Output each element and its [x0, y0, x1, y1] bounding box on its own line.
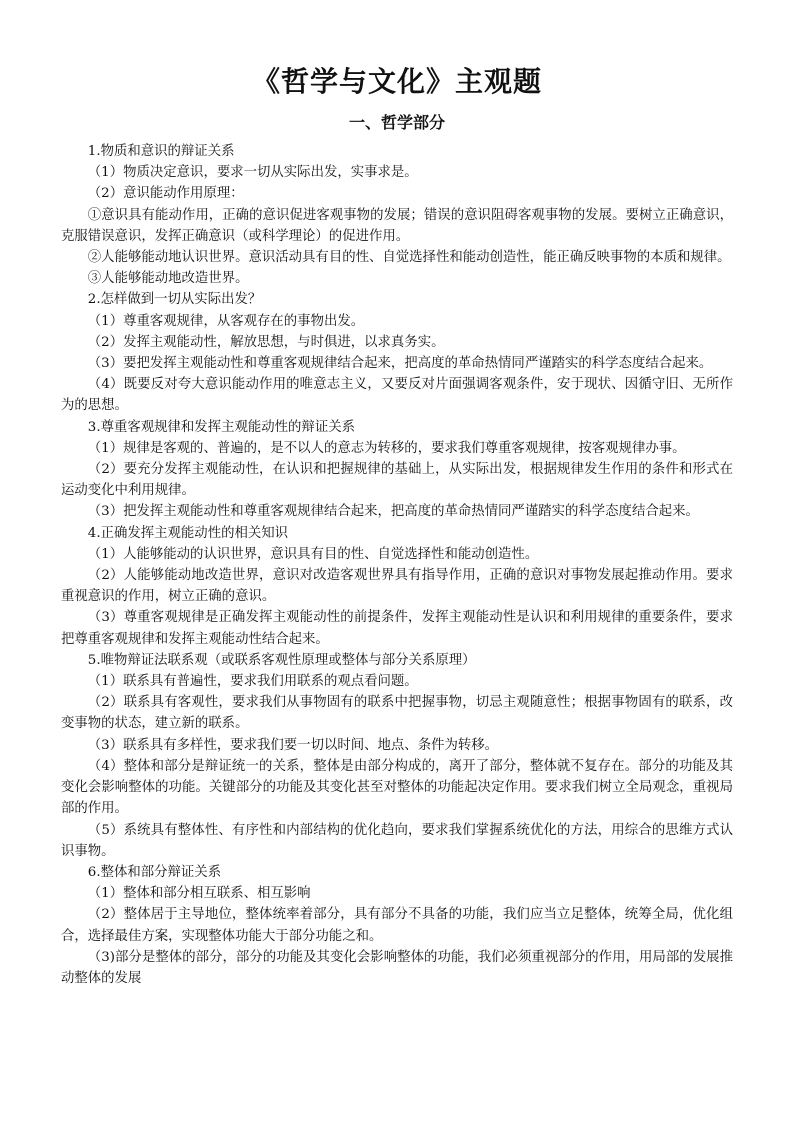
- paragraph: （3）要把发挥主观能动性和尊重客观规律结合起来，把高度的革命热情同严谨踏实的科学态度结合起来。: [87, 356, 713, 372]
- point-heading: 1.物质和意识的辩证关系: [87, 144, 235, 159]
- paragraph: （4）整体和部分是辩证统一的关系，整体是由部分构成的，离开了部分，整体就不复存在。部分的功能及其变化会影响整体的功能。关键部分的功能及其变化甚至对整体的功能起决定作用。要求我们树立全局观念，重视局部的作用。: [61, 758, 733, 817]
- paragraph: （2）联系具有客观性，要求我们从事物固有的联系中把握事物，切忌主观随意性；根据事物固有的联系，改变事物的状态，建立新的联系。: [61, 695, 733, 732]
- point-heading: 4.正确发挥主观能动性的相关知识: [87, 525, 289, 541]
- paragraph: ②人能够能动地认识世界。意识活动具有目的性、自觉选择性和能动创造性，能正确反映事物的本质和规律。: [87, 250, 731, 266]
- paragraph: （3）联系具有多样性，要求我们要一切以时间、地点、条件为转移。: [87, 737, 499, 753]
- section-heading: 一、哲学部分: [348, 113, 445, 132]
- paragraph: （3)部分是整体的部分，部分的功能及其变化会影响整体的功能，我们必须重视部分的作用，用局部的发展推动整体的发展: [61, 949, 733, 986]
- paragraph: （1）物质决定意识，要求一切从实际出发，实事求是。: [87, 165, 418, 181]
- paragraph: （2）整体居于主导地位，整体统率着部分，具有部分不具备的功能，我们应当立足整体，统筹全局，优化组合，选择最佳方案，实现整体功能大于部分功能之和。: [61, 907, 733, 944]
- paragraph: （2）人能够能动地改造世界，意识对改造客观世界具有指导作用，正确的意识对事物发展起推动作用。要求重视意识的作用，树立正确的意识。: [61, 568, 733, 605]
- document-body: [61, 141, 733, 989]
- paragraph: （2）发挥主观能动性，解放思想，与时俱进，以求真务实。: [87, 334, 445, 350]
- paragraph: （3）把发挥主观能动性和尊重客观规律结合起来，把高度的革命热情同严谨踏实的科学态度结合起来。: [87, 504, 699, 520]
- paragraph: （2）意识能动作用原理：: [87, 186, 244, 202]
- paragraph: （1）整体和部分相互联系、相互影响: [87, 886, 311, 902]
- paragraph: （2）要充分发挥主观能动性，在认识和把握规律的基础上，从实际出发，根据规律发生作用的条件和形式在运动变化中利用规律。: [61, 462, 733, 499]
- point-heading: 3.尊重客观规律和发挥主观能动性的辩证关系: [87, 419, 355, 435]
- paragraph: ③人能够能动地改造世界。: [87, 271, 249, 287]
- paragraph: （1）规律是客观的、普遍的，是不以人的意志为转移的，要求我们尊重客观规律，按客观规律办事。: [87, 440, 686, 456]
- paragraph: （1）人能够能动的认识世界，意识具有目的性、自觉选择性和能动创造性。: [87, 546, 539, 562]
- paragraph: （4）既要反对夸大意识能动作用的唯意志主义，又要反对片面强调客观条件，安于现状、因循守旧、无所作为的思想。: [61, 377, 733, 414]
- point-heading: 5.唯物辩证法联系观（或联系客观性原理或整体与部分关系原理）: [87, 652, 476, 668]
- paragraph: （1）联系具有普遍性，要求我们用联系的观点看问题。: [87, 674, 418, 690]
- document-title: 《哲学与文化》主观题: [251, 65, 542, 98]
- point-heading: 2.怎样做到一切从实际出发？: [87, 292, 262, 308]
- paragraph: （1）尊重客观规律，从客观存在的事物出发。: [87, 313, 365, 329]
- point-heading: 6.整体和部分辩证关系: [87, 864, 222, 880]
- paragraph: （5）系统具有整体性、有序性和内部结构的优化趋向，要求我们掌握系统优化的方法，用综合的思维方式认识事物。: [61, 822, 733, 859]
- paragraph: ①意识具有能动作用，正确的意识促进客观事物的发展；错误的意识阻碍客观事物的发展。要树立正确意识，克服错误意识，发挥正确意识（或科学理论）的促进作用。: [61, 207, 733, 244]
- paragraph: （3）尊重客观规律是正确发挥主观能动性的前提条件，发挥主观能动性是认识和利用规律的重要条件，要求把尊重客观规律和发挥主观能动性结合起来。: [61, 610, 733, 647]
